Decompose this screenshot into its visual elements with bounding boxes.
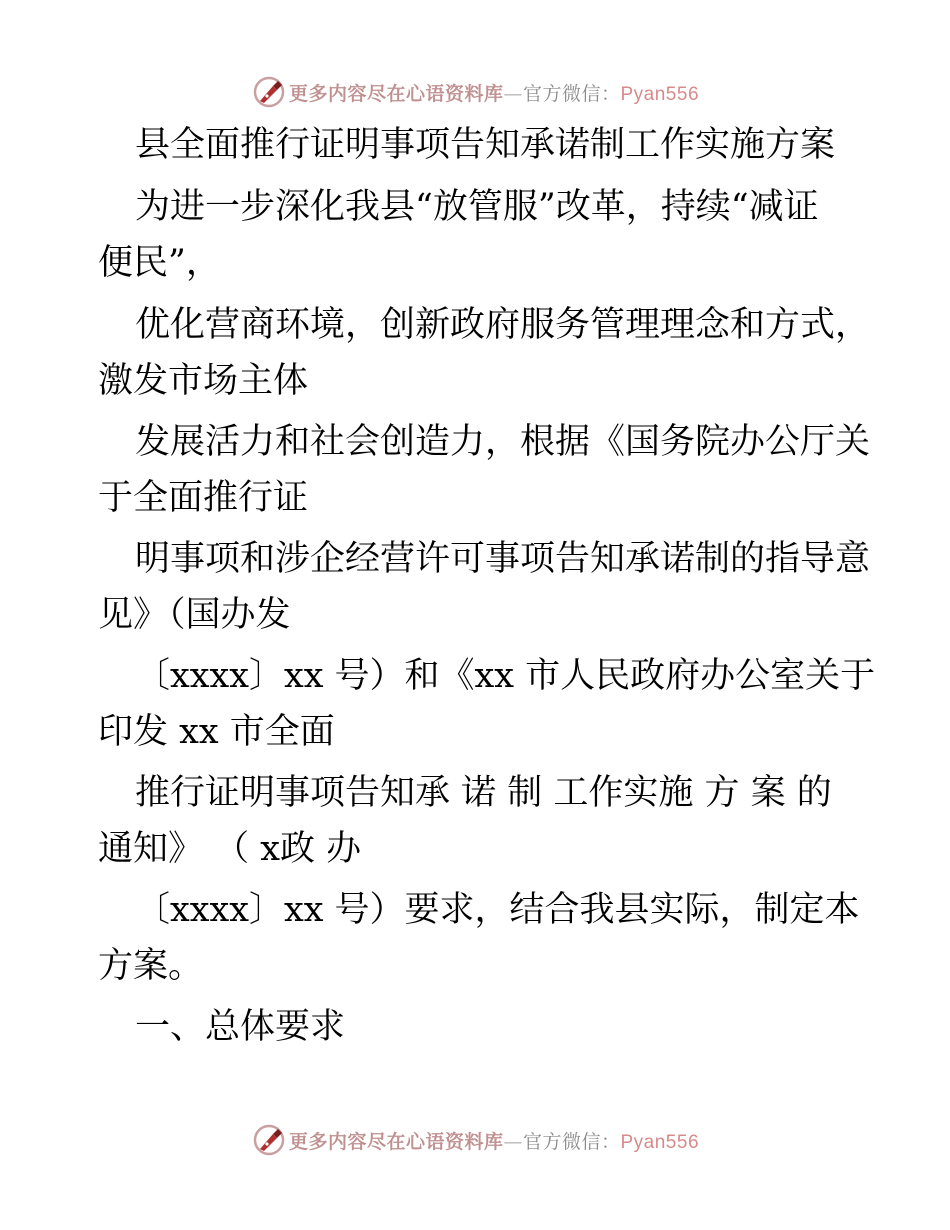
- header-banner: [0, 72, 950, 112]
- paragraph-line: 印发 xx 市全面: [98, 712, 335, 752]
- brand-text: 更多内容尽在心语资料库: [288, 1130, 504, 1153]
- brand-text: 更多内容尽在心语资料库: [288, 82, 504, 105]
- separator: —: [503, 82, 523, 105]
- section-heading: 一、总体要求: [135, 1007, 346, 1047]
- wechat-account: Pyan556: [620, 83, 700, 105]
- separator: —: [503, 1130, 523, 1153]
- wechat-label: 官方微信：: [522, 1130, 621, 1153]
- paragraph-line: 于全面推行证: [98, 478, 309, 518]
- pen-nib-logo-icon: [251, 1122, 287, 1158]
- paragraph-line: 见》（国办发: [98, 595, 291, 635]
- wechat-account: Pyan556: [620, 1131, 700, 1153]
- wechat-label: 官方微信：: [522, 82, 621, 105]
- paragraph-line: 〔xxxx〕xx 号）和《xx 市人民政府办公室关于: [135, 656, 876, 696]
- paragraph-line: 推行证明事项告知承 诺 制 工作实施 方 案 的: [135, 773, 832, 813]
- paragraph-line: 〔xxxx〕xx 号）要求，结合我县实际，制定本: [135, 890, 860, 930]
- paragraph-line: 通知》 （ x政 办: [98, 829, 362, 869]
- banner-text: [289, 1127, 699, 1154]
- paragraph-line: 便民”，: [98, 243, 221, 283]
- paragraph-line: 激发市场主体: [98, 361, 309, 401]
- pen-nib-logo-icon: [251, 74, 287, 110]
- paragraph-line: 方案。: [98, 946, 204, 986]
- paragraph-line: 优化营商环境，创新政府服务管理理念和方式，: [135, 305, 871, 345]
- footer-banner: [0, 1120, 950, 1160]
- banner-text: [289, 79, 699, 106]
- paragraph-line: 发展活力和社会创造力，根据《国务院办公厅关: [135, 422, 871, 462]
- paragraph-line: 为进一步深化我县“放管服”改革，持续“减证: [135, 187, 819, 227]
- document-title: 县全面推行证明事项告知承诺制工作实施方案: [135, 125, 836, 165]
- paragraph-line: 明事项和涉企经营许可事项告知承诺制的指导意: [135, 539, 871, 579]
